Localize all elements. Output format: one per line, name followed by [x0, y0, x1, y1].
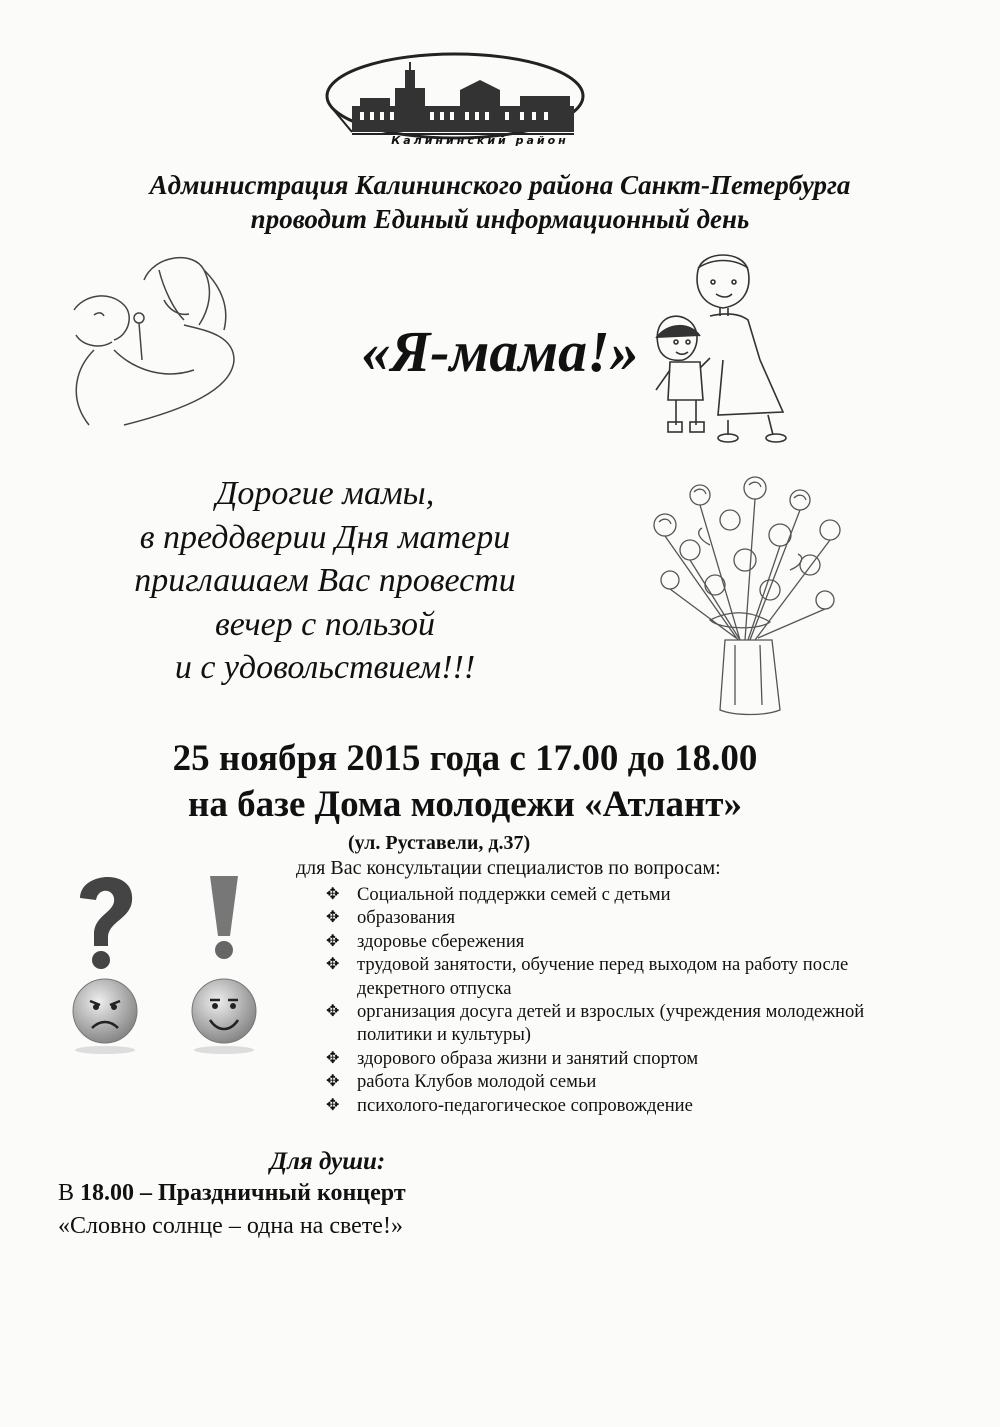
bullet-icon: ✥: [326, 886, 340, 903]
topic-text: Социальной поддержки семей с детьми: [357, 884, 671, 905]
invitation-line-5: и с удовольствием!!!: [174, 649, 476, 686]
topic-text: образования: [357, 907, 456, 929]
list-item: [326, 906, 877, 929]
bullet-icon: ✥: [326, 1003, 340, 1021]
topic-text: трудовой занятости, обучение перед выходом на работу после декретного отпуска: [357, 954, 849, 999]
consultations-intro: для Вас консультации специалистов по вопросам:: [296, 857, 721, 879]
event-venue: на базе Дома молодежи «Атлант»: [188, 784, 742, 825]
list-item: [326, 1070, 877, 1093]
concert-song: «Словно солнце – одна на свете!»: [58, 1213, 403, 1239]
topic-text: психолого-педагогическое сопровождение: [357, 1094, 693, 1116]
list-item: [326, 1094, 877, 1117]
exclamation-happy-face-icon: [180, 868, 270, 1058]
invitation-line-2: в преддверии Дня матери: [139, 518, 511, 556]
list-item: [326, 883, 877, 906]
consultation-topics-list: [326, 883, 877, 1117]
bullet-icon: ✥: [326, 932, 340, 950]
bullet-icon: ✥: [326, 909, 340, 927]
invitation-line-1: Дорогие мамы,: [215, 475, 435, 512]
exclamation-happy-face: [180, 868, 270, 1058]
invitation-text: [90, 472, 560, 690]
topic-text: здорового образа жизни и занятий спортом: [357, 1047, 699, 1069]
topic-text: работа Клубов молодой семьи: [357, 1071, 597, 1093]
bullet-icon: ✥: [326, 1073, 340, 1091]
mother-girl-illustration: [648, 250, 788, 445]
mother-girl-icon: [648, 250, 788, 445]
district-logo: [320, 48, 590, 158]
bullet-icon: ✥: [326, 1096, 340, 1114]
invitation-line-4: вечер с пользой: [214, 605, 436, 643]
header-line-2: проводит Единый информационный день: [250, 204, 750, 234]
concert-line: [58, 1180, 406, 1207]
header-line-1: Администрация Калининского района Санкт-Петербурга: [149, 170, 851, 200]
list-item: [326, 1000, 877, 1047]
event-address: (ул. Руставели, д.37): [348, 832, 531, 854]
invitation-line-3: приглашаем Вас провести: [134, 562, 516, 599]
event-date: 25 ноября 2015 года с 17.00 до 18.00: [172, 738, 758, 779]
roses-vase-illustration: [640, 470, 860, 720]
bullet-icon: ✥: [326, 956, 340, 974]
question-sad-face: [60, 868, 150, 1058]
concert-title: – Праздничный концерт: [140, 1180, 406, 1206]
soul-heading: Для души:: [270, 1148, 386, 1175]
list-item: [326, 930, 877, 953]
event-date-venue: [0, 736, 930, 828]
topic-text: здоровье сбережения: [357, 930, 525, 952]
concert-time-prefix: В: [58, 1180, 75, 1206]
list-item: [326, 953, 877, 1000]
event-title: «Я-мама!»: [361, 319, 639, 384]
logo-caption: Калининский район: [391, 134, 569, 147]
topic-text: организация досуга детей и взрослых (учреждения молодежной политики и культуры): [357, 1001, 865, 1046]
roses-vase-icon: [640, 470, 860, 720]
bullet-icon: ✥: [326, 1049, 340, 1067]
list-item: [326, 1047, 877, 1070]
question-sad-face-icon: [60, 868, 150, 1058]
concert-time: 18.00: [80, 1180, 135, 1206]
